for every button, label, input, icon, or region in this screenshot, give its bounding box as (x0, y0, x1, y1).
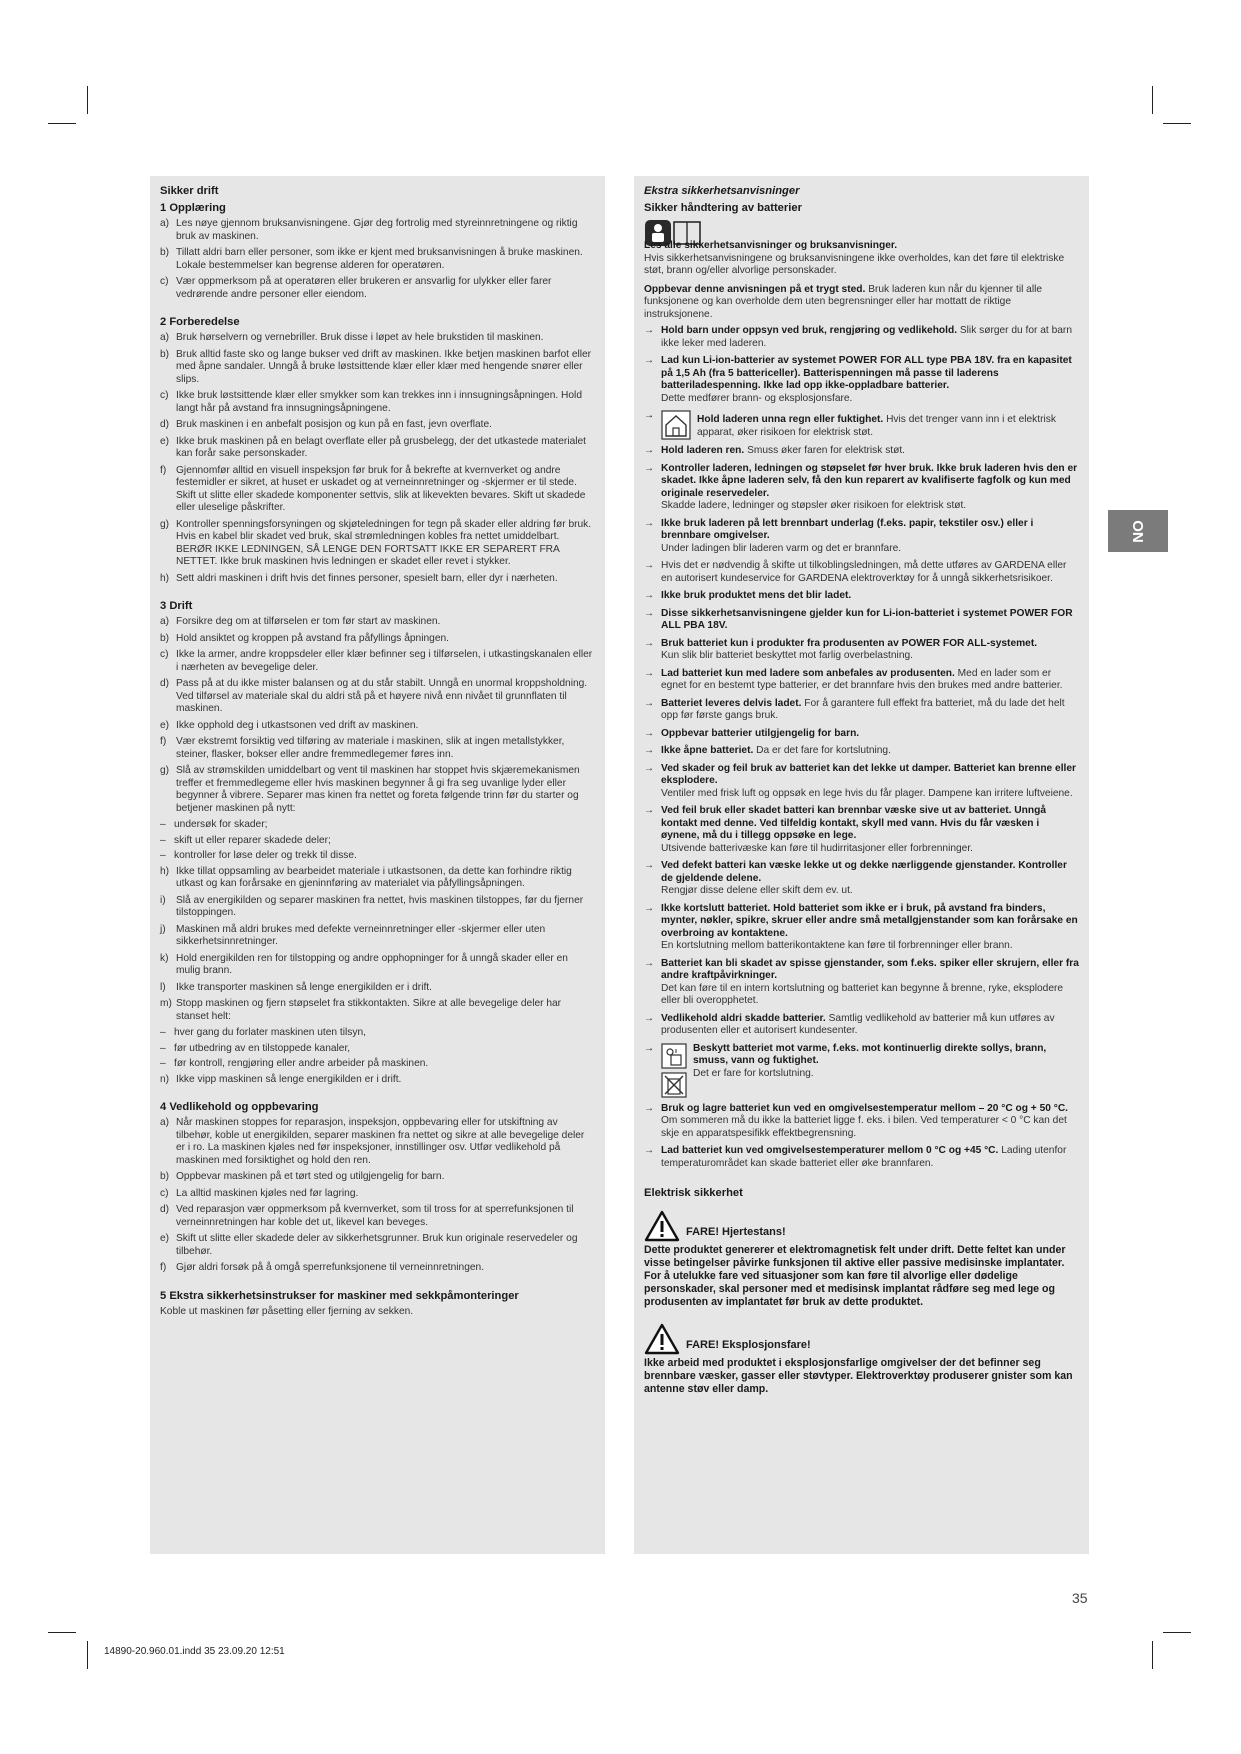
list-item (160, 998, 595, 1023)
bullet-item-text: Med en lader som er egnet for en bestemt type batterier, er det brannfare hvis den brukes med andre batterier. (661, 667, 1063, 691)
list-item-text: Hold ansiktet og kroppen på avstand fra påfyllings åpningen. (176, 632, 449, 644)
section-heading: 4 Vedlikehold og oppbevaring (160, 1101, 319, 1113)
list-item-marker: c) (160, 276, 169, 287)
list-item-marker: e) (160, 719, 170, 731)
list-item (160, 218, 595, 243)
bullet-item-bold: Lad batteriet kun ved omgivelsestemperaturer mellom 0 °C og +45 °C. (661, 1145, 999, 1156)
bullet-item-bold: Vedlikehold aldri skadde batterier. (661, 1012, 826, 1024)
arrow-icon: → (644, 517, 655, 529)
list-item-marker: d) (160, 419, 170, 430)
list-item (160, 1043, 595, 1056)
list-item (160, 616, 595, 629)
bullet-item-text: Lading utenfor temperaturområdet kan skade batteriet eller øke brannfaren. (661, 1145, 1067, 1169)
section-heading: 3 Drift (160, 600, 193, 612)
list-item-text: Pass på at du ikke mister balansen og at du står stabilt. Unngå en unormal kroppsholdning. Ved tilførsel av materiale skal du aldri stå på et høyere nivå enn nivået til grunnflaten til maskinen. (176, 678, 588, 714)
left-title: Sikker drift (160, 185, 219, 197)
list-item-text: Bruk hørselvern og vernebriller. Bruk disse i løpet av hele brukstiden til maskinen. (176, 332, 544, 343)
list-item (160, 436, 595, 461)
bullet-item (644, 590, 1079, 603)
list-item-text: Hold energikilden ren for tilstopping og andre opphopninger for å unngå skader eller en mulig brann. (176, 952, 568, 976)
bullet-item-bold: Ikke kortslutt batteriet. Hold batteriet som ikke er i bruk, på avstand fra binders, mynter, nøkler, spikre, skruer eller andre små metallgjenstander som kan forårsake en overbroing av kontaktene. (661, 902, 1078, 939)
list-item-marker: a) (160, 616, 170, 627)
read-all-bold: Les alle sikkerhetsanvisninger og bruksanvisninger. (644, 240, 898, 251)
bullet-item (644, 445, 1079, 458)
bullet-item (644, 608, 1079, 633)
list-item-marker: b) (160, 632, 170, 644)
bullet-item (644, 1145, 1079, 1170)
crop-mark (1163, 123, 1191, 124)
warning-heart-row (644, 1210, 1079, 1242)
warning-heart-title: FARE! Hjertestans! (686, 1226, 786, 1238)
list-item (160, 573, 595, 586)
bullet-item (644, 325, 1079, 350)
warning-explosion-text: Ikke arbeid med produktet i eksplosjonsfarlige omgivelser der det befinner seg brennbare væsker, gasser eller støvtyper. Elektroverktøy produserer gnister som kan antenne støv eller damp. (644, 1357, 1073, 1395)
bullet-item-text: For å garantere full effekt fra batteriet, må du lade det helt opp før første gangs bruk. (661, 697, 1065, 721)
list-item (160, 678, 595, 716)
list-item-text: Gjør aldri forsøk på å omgå sperrefunksjonene til verneinnretningen. (176, 1262, 485, 1273)
list-item-text: Skift ut slitte eller skadede deler av sikkerhetsgrunner. Bruk kun originale reservedeler og tilbehør. (176, 1233, 578, 1257)
list-item-marker: g) (160, 765, 170, 776)
list-item-marker: – (160, 850, 166, 861)
bullet-item (644, 560, 1079, 585)
house-indoor-icon (661, 410, 691, 440)
battery-items-c (644, 1103, 1079, 1171)
warning-explosion-title: FARE! Eksplosjonsfare! (686, 1339, 811, 1351)
list-item (160, 247, 595, 272)
section-heading: 2 Forberedelse (160, 316, 240, 328)
crop-mark (48, 1632, 76, 1633)
heat-text: Det er fare for kortslutning. (693, 1067, 814, 1079)
list-item-text: Ved reparasjon vær oppmerksom på kvernverket, som til tross for at sperrefunksjonen til verneinnretningen har koble det ut, likevel kan beveges. (176, 1204, 574, 1228)
list-item-marker: c) (160, 1187, 169, 1199)
keep-text: Bruk laderen kun når du kjenner til alle funksjonene og kan overholde dem uten begrensninger eller har mottatt de riktige instruksjonene. (644, 283, 1043, 320)
bullet-item (644, 728, 1079, 741)
list-item-marker: d) (160, 1204, 170, 1215)
list-item (160, 1058, 595, 1071)
bullet-item (644, 518, 1079, 556)
bullet-item-bold: Ikke bruk produktet mens det blir ladet. (661, 590, 852, 601)
battery-items-a (644, 325, 1079, 405)
bullet-item-bold: Ved feil bruk eller skadet batteri kan brennbar væske sive ut av batteriet. Unngå kontakt med denne. Ved tilfeldig kontakt, skyll med vann. Hvis du får væsken i øynene, må du i tillegg oppsøke en lege. (661, 805, 1047, 841)
list-item-marker: a) (160, 1117, 170, 1128)
crop-mark (1152, 1641, 1153, 1669)
bullet-item-bold: Kontroller laderen, ledningen og støpselet før hver bruk. Ikke bruk laderen hvis den er skadet. Ikke åpne laderen selv, få den kun reparert av kvalifiserte fagfolk og kun med originale reservedeler. (661, 462, 1078, 499)
list-item-marker: – (160, 819, 166, 830)
crop-mark (1152, 86, 1153, 114)
arrow-icon: → (644, 697, 655, 709)
list-item (160, 1171, 595, 1184)
list-item-text: Forsikre deg om at tilførselen er tom før start av maskinen. (176, 616, 441, 627)
warning-triangle-icon (644, 1323, 680, 1355)
arrow-icon: → (644, 762, 655, 774)
keep-bold: Oppbevar denne anvisningen på et trygt sted. (644, 283, 866, 295)
list-item (160, 895, 595, 920)
bullet-item (644, 463, 1079, 513)
bullet-item-text: Dette medfører brann- og eksplosjonsfare. (661, 392, 853, 404)
list-item (160, 982, 595, 995)
footer-file-info: 14890-20.960.01.indd 35 23.09.20 12:51 (104, 1646, 285, 1657)
list-item-text: Oppbevar maskinen på et tørt sted og utilgjengelig for barn. (176, 1171, 445, 1182)
bullet-item (644, 903, 1079, 953)
arrow-icon: → (644, 745, 655, 756)
list-item (160, 866, 595, 891)
list-item-text: Ikke bruk løstsittende klær eller smykker som kan trekkes inn i innsugningsåpningen. Hold langt hår på avstand fra innsugningsåpningene. (176, 390, 582, 414)
list-item-marker: b) (160, 247, 170, 258)
bullet-item (644, 668, 1079, 693)
bullet-item (644, 860, 1079, 898)
list-item (160, 1027, 595, 1040)
list-item (160, 850, 595, 863)
list-item-marker: – (160, 834, 166, 846)
bullet-item-bold: Hold laderen ren. (661, 445, 745, 456)
rain-text: Hvis det trenger vann inn i et elektrisk apparat, øker risikoen for elektrisk støt. (697, 414, 1056, 438)
list-item-marker: i) (160, 894, 166, 906)
list-item (160, 465, 595, 515)
list-item-marker: – (160, 1042, 166, 1054)
battery-items-b (644, 445, 1079, 1038)
list-item-text: Ikke tillat oppsamling av bearbeidet materiale i utkastsonen, da dette kan forhindre riktig utkast og kan forårsake en gjeninnføring av materialet via påfyllingsåpningen. (176, 865, 572, 889)
list-item (160, 1233, 595, 1258)
crop-mark (48, 123, 76, 124)
bullet-item-text: Slik sørger du for at barn ikke leker med laderen. (661, 325, 1072, 349)
list-item (160, 720, 595, 733)
list-item-marker: f) (160, 1262, 167, 1273)
arrow-icon: → (644, 607, 655, 619)
list-item (160, 332, 595, 345)
page-number: 35 (1072, 1590, 1088, 1606)
crop-mark (87, 1641, 88, 1669)
list-item-marker: l) (160, 981, 166, 993)
heat-row (644, 1043, 1079, 1098)
bullet-item-text: Skadde ladere, ledninger og støpsler øker risikoen for elektrisk støt. (661, 500, 967, 511)
list-item-marker: a) (160, 218, 170, 229)
list-item (160, 519, 595, 569)
list-item-marker: j) (160, 923, 166, 935)
list-item-marker: a) (160, 332, 170, 343)
bullet-item-bold: Hold barn under oppsyn ved bruk, rengjøring og vedlikehold. (661, 325, 958, 336)
list-item (160, 349, 595, 387)
bullet-item (644, 745, 1079, 758)
bullet-item (644, 355, 1079, 405)
list-item (160, 390, 595, 415)
electrical-safety-title: Elektrisk sikkerhet (644, 1187, 743, 1199)
list-item-text: undersøk for skader; (174, 819, 268, 830)
rain-row (644, 410, 1079, 440)
no-disposal-icon (661, 1072, 687, 1098)
list-item-text: Slå av strømskilden umiddelbart og vent til maskinen har stoppet hvis skjæremekanismen treffer et fremmedlegeme eller hvis maskinen begynner å gi fra seg uvanlige lyder eller begynner å vibrere. Separer mas kinen fra nettet og foreta følgende trinn før du starter og betjener maskinen på nytt: (176, 765, 580, 814)
list-item-text: Ikke transporter maskinen så lenge energikilden er i drift. (176, 981, 432, 993)
language-tab (1108, 510, 1168, 552)
crop-mark (1163, 1632, 1191, 1633)
bullet-item-bold: Lad batteriet kun med ladere som anbefales av produsenten. (661, 667, 955, 679)
bullet-item-bold: Bruk batteriet kun i produkter fra produsenten av POWER FOR ALL-systemet. (661, 637, 1038, 649)
list-item (160, 1262, 595, 1275)
arrow-icon: → (644, 462, 655, 474)
rain-bold: Hold laderen unna regn eller fuktighet. (697, 414, 884, 425)
right-title: Ekstra sikkerhetsanvisninger (644, 185, 800, 197)
bullet-item-text: Da er det fare for kortslutning. (756, 745, 891, 756)
section-heading: 5 Ekstra sikkerhetsinstrukser for maskiner med sekkpåmonteringer (160, 1289, 519, 1302)
list-item-text: Vær ekstremt forsiktig ved tilføring av materiale i maskinen, slik at ingen metallstykker, steiner, flasker, bokser eller andre fremmedlegemer føres inn. (176, 736, 565, 760)
list-item-text: hver gang du forlater maskinen uten tilsyn, (174, 1027, 366, 1038)
arrow-icon: → (644, 1012, 655, 1024)
list-item-text: Gjennomfør alltid en visuell inspeksjon før bruk for å bekrefte at kvernverket og andre festemidler er sikret, at huset er uskadet og at verneinnretninger og -skjermer er til stede. Skift ut slitte eller skadede komponenter settvis, slik at likevekten bevares. Skift ut skadede eller uleselige påskrifter. (176, 464, 586, 513)
list-item-marker: g) (160, 518, 170, 530)
list-item (160, 419, 595, 432)
arrow-icon: → (644, 860, 655, 871)
bullet-item-bold: Batteriet leveres delvis ladet. (661, 697, 802, 709)
bullet-item (644, 1103, 1079, 1141)
bullet-item-bold: Ikke bruk laderen på lett brennbart underlag (f.eks. papir, tekstiler osv.) eller i brennbare omgivelser. (661, 517, 1034, 541)
no-heat-icon (661, 1043, 687, 1069)
arrow-icon: → (644, 325, 655, 336)
list-item (160, 649, 595, 674)
bullet-item (644, 958, 1079, 1008)
arrow-icon: → (644, 1145, 655, 1156)
list-item-marker: h) (160, 572, 170, 584)
list-item (160, 276, 595, 301)
list-item-marker: – (160, 1058, 166, 1069)
bullet-item-bold: Oppbevar batterier utilgjengelig for barn. (661, 727, 860, 739)
list-item (160, 765, 595, 815)
bullet-item-text: En kortslutning mellom batterikontaktene kan føre til forbrenninger eller brann. (661, 940, 1013, 951)
bullet-item-text: Smuss øker faren for elektrisk støt. (747, 445, 906, 456)
list-item-text: Vær oppmerksom på at operatøren eller brukeren er ansvarlig for ulykker eller farer vedrørende andre personer eller eiendom. (176, 276, 552, 300)
bullet-item-bold: Disse sikkerhetsanvisningene gjelder kun for Li-ion-batteriet i systemet POWER FOR ALL PBA 18V. (661, 607, 1073, 631)
list-item (160, 924, 595, 949)
bullet-item-text: Under ladingen blir laderen varm og det er brannfare. (661, 542, 902, 554)
bullet-item-text: Samtlig vedlikehold av batterier må kun utføres av produsenten eller et autorisert kundesenter. (661, 1012, 1055, 1036)
list-item-text: Ikke bruk maskinen på en belagt overflate eller på grusbelegg, der det utkastede materialet kan forår sake personskader. (176, 435, 587, 459)
arrow-icon: → (644, 727, 655, 739)
warning-triangle-icon (644, 1210, 680, 1242)
list-item-marker: e) (160, 435, 170, 447)
list-item (160, 953, 595, 978)
arrow-icon: → (644, 805, 655, 816)
list-item-text: Bruk maskinen i en anbefalt posisjon og kun på en fast, jevn overflate. (176, 419, 493, 430)
list-item (160, 1204, 595, 1229)
read-all-text: Hvis sikkerhetsanvisningene og bruksanvisningene ikke overholdes, kan det føre til elektriske støt, brann og/eller alvorlige personskader. (644, 252, 1065, 276)
arrow-icon: → (644, 637, 655, 649)
bullet-item-text: Rengjør disse delene eller skift dem ev. ut. (661, 885, 853, 896)
left-column (150, 176, 605, 1554)
bullet-item-text: Utsivende batterivæske kan føre til hudirritasjoner eller forbrenninger. (661, 842, 973, 854)
heat-bold: Beskytt batteriet mot varme, f.eks. mot kontinuerlig direkte sollys, brann, smuss, vann og fuktighet. (693, 1042, 1047, 1066)
list-item-marker: m) (160, 998, 172, 1009)
list-item-marker: n) (160, 1073, 170, 1085)
arrow-icon: → (644, 1102, 655, 1114)
list-item-marker: h) (160, 865, 170, 877)
list-item (160, 1306, 595, 1319)
bullet-item-bold: Ved defekt batteri kan væske lekke ut og dekke nærliggende gjenstander. Kontroller de gjeldende delene. (661, 860, 1067, 884)
list-item-marker: b) (160, 348, 170, 360)
list-item-text: Ikke la armer, andre kroppsdeler eller klær befinner seg i tilførselen, i utkastingskanalen eller i nærheten av bevegelige deler. (176, 649, 593, 673)
list-item-text: Sett aldri maskinen i drift hvis det finnes personer, spesielt barn, eller dyr i nærheten. (176, 572, 558, 584)
list-item-marker: c) (160, 390, 169, 401)
bullet-item-bold: Ved skader og feil bruk av batteriet kan det lekke ut damper. Batteriet kan brenne eller eksplodere. (661, 762, 1077, 786)
list-item-text: Koble ut maskinen før påsetting eller fjerning av sekken. (160, 1305, 414, 1317)
bullet-item-text: Hvis det er nødvendig å skifte ut tilkoblingsledningen, må dette utføres av GARDENA eller en autorisert kundeservice for GARDENA elektroverktøy for å unngå sikkerhetsrisikoer. (661, 560, 1067, 584)
list-item (160, 1188, 595, 1201)
crop-mark (87, 86, 88, 114)
list-item-marker: f) (160, 736, 167, 747)
warning-heart-text: Dette produktet genererer et elektromagnetisk felt under drift. Dette feltet kan under visse betingelser påvirke funksjonen til aktive eller passive medisinske implantater. For å utelukke fare ved situasjoner som kan føre til alvorlige eller dødelige personskader, skal personer med et medisinsk implantat rådføre seg med lege og produsenten av implantatet før bruk av dette produktet. (644, 1244, 1066, 1308)
left-sections (160, 201, 595, 1318)
list-item (160, 835, 595, 848)
read-all-paragraph (644, 240, 1079, 278)
keep-paragraph (644, 284, 1079, 322)
bullet-item-text: Om sommeren må du ikke la batteriet ligge f. eks. i bilen. Ved temperaturer < 0 °C kan det skje en apparatspesifikk effektbegrensning. (661, 1115, 1067, 1139)
list-item-marker: f) (160, 464, 167, 476)
bullet-item-text: Kun slik blir batteriet beskyttet mot farlig overbelastning. (661, 650, 913, 661)
bullet-item-text: Det kan føre til en intern kortslutning og batteriet kan begynne å brenne, ryke, eksplodere eller bli overopphetet. (661, 982, 1064, 1006)
list-item-text: La alltid maskinen kjøles ned før lagring. (176, 1187, 359, 1199)
right-column (634, 176, 1089, 1554)
list-item-marker: – (160, 1027, 166, 1038)
bullet-item-bold: Batteriet kan bli skadet av spisse gjenstander, som f.eks. spiker eller skrujern, eller fra andre kraftpåvirkninger. (661, 957, 1079, 981)
list-item-text: kontroller for løse deler og trekk til disse. (174, 850, 357, 861)
arrow-icon: → (644, 560, 655, 571)
arrow-icon: → (644, 355, 655, 366)
list-item (160, 1117, 595, 1167)
arrow-icon: → (644, 902, 655, 914)
list-item-marker: e) (160, 1233, 170, 1244)
arrow-icon: → (644, 1042, 655, 1054)
list-item-text: Kontroller spenningsforsyningen og skjøteledningen for tegn på skader eller aldring før bruk. Hvis en kabel blir skadet ved bruk, skal strømledningen kobles fra nettet umiddelbart. BERØR IKKE LEDNINGEN, SÅ LENGE DEN FORTSATT IKKE ER SEPARERT FRA NETTET. Ikke bruk maskinen hvis ledningen er skadet eller revet i stykker. (176, 518, 592, 567)
list-item-text: Når maskinen stoppes for reparasjon, inspeksjon, oppbevaring eller for utskiftning av tilbehør, koble ut energikilden, separer maskinen fra nettet og sikre at alle bevegelige deler er i ro. La maskinen kjøles ned før inspeksjoner, innstillinger osv. Utfør vedlikehold på maskinen med forsiktighet og hold den ren. (176, 1117, 585, 1166)
list-item-text: Slå av energikilden og separer maskinen fra nettet, hvis maskinen tilstoppes, før du fjerner tilstoppingen. (176, 894, 584, 918)
bullet-item-bold: Ikke åpne batteriet. (661, 745, 754, 756)
bullet-item (644, 805, 1079, 855)
language-tab-label: NO (1129, 519, 1147, 543)
warning-explosion-row (644, 1323, 1079, 1355)
list-item (160, 633, 595, 646)
right-subtitle: Sikker håndtering av batterier (644, 202, 802, 214)
section-heading: 1 Opplæring (160, 202, 226, 214)
bullet-item (644, 1013, 1079, 1038)
list-item-marker: c) (160, 649, 169, 660)
bullet-item-bold: Bruk og lagre batteriet kun ved en omgivelsestemperatur mellom – 20 °C og + 50 °C. (661, 1102, 1069, 1114)
list-item-marker: d) (160, 678, 170, 689)
list-item-text: før utbedring av en tilstoppede kanaler, (174, 1042, 351, 1054)
list-item-text: Stopp maskinen og fjern støpselet fra stikkontakten. Sikre at alle bevegelige deler har stanset helt: (176, 998, 562, 1022)
bullet-item (644, 698, 1079, 723)
list-item-text: Bruk alltid faste sko og lange bukser ved drift av maskinen. Ikke betjen maskinen barfot eller med åpne sandaler. Unngå å bruke løstsittende klær eller klær med hengende snører eller slips. (176, 348, 592, 385)
list-item-text: skift ut eller reparer skadede deler; (174, 834, 331, 846)
arrow-icon: → (644, 445, 655, 456)
arrow-icon: → (644, 590, 655, 601)
list-item-marker: k) (160, 952, 169, 964)
list-item-text: Les nøye gjennom bruksanvisningene. Gjør deg fortrolig med styreinnretningene og riktig bruk av maskinen. (176, 218, 578, 242)
list-item-text: Maskinen må aldri brukes med defekte verneinnretninger eller -skjermer eller uten sikkerhetsinnretninger. (176, 923, 546, 947)
arrow-icon: → (644, 957, 655, 969)
bullet-item (644, 763, 1079, 801)
list-item-text: før kontroll, rengjøring eller andre arbeider på maskinen. (174, 1058, 429, 1069)
list-item (160, 1074, 595, 1087)
list-item-text: Ikke opphold deg i utkastsonen ved drift av maskinen. (176, 719, 419, 731)
list-item (160, 736, 595, 761)
list-item (160, 819, 595, 832)
bullet-item (644, 638, 1079, 663)
arrow-icon: → (644, 667, 655, 679)
bullet-item-bold: Lad kun Li-ion-batterier av systemet POWER FOR ALL type PBA 18V. fra en kapasitet på 1,5 Ah (fra 5 battericeller). Batterispenningen må passe til laderens batteriladespenning. Ikke lad opp ikke-oppladbare batterier. (661, 355, 1072, 391)
arrow-icon: → (644, 410, 655, 421)
bullet-item-text: Ventiler med frisk luft og oppsøk en lege hvis du får plager. Dampene kan irritere luftveiene. (661, 787, 1073, 799)
list-item-marker: b) (160, 1171, 170, 1182)
list-item-text: Tillatt aldri barn eller personer, som ikke er kjent med bruksanvisningen å bruke maskinen. Lokale bestemmelser kan begrense alderen for operatøren. (176, 247, 583, 271)
list-item-text: Ikke vipp maskinen så lenge energikilden er i drift. (176, 1073, 402, 1085)
